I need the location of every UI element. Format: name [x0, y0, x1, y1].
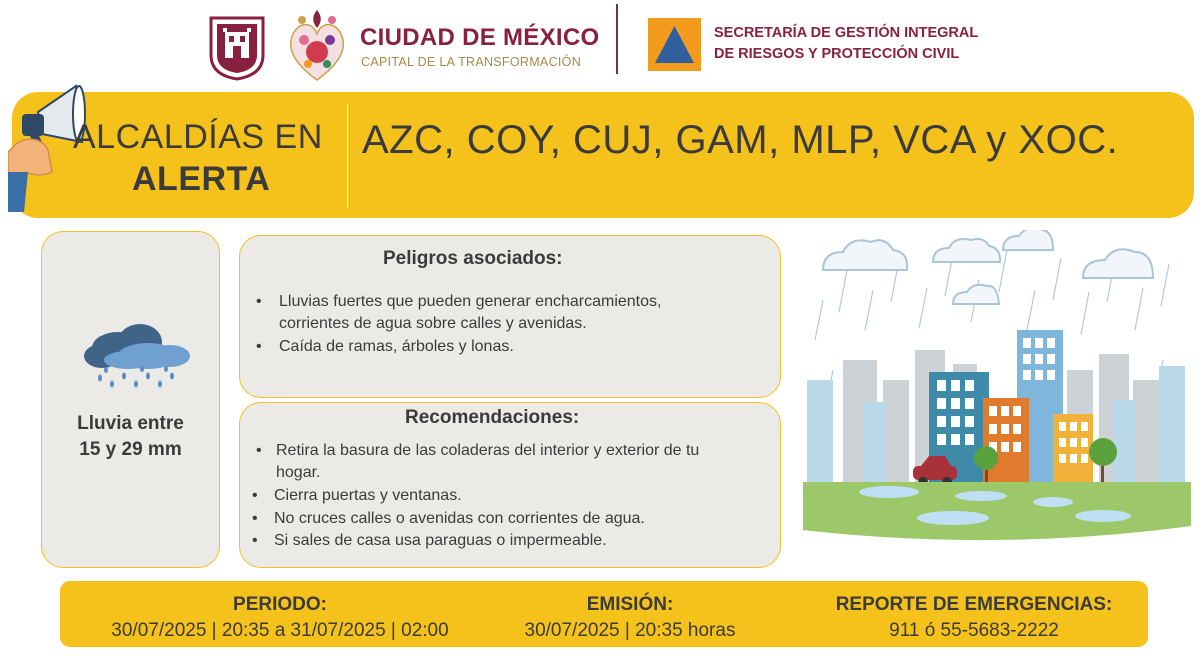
rain-range-line-2: 15 y 29 mm: [79, 439, 182, 460]
header: [0, 0, 1200, 90]
alcaldias-list: AZC, COY, CUJ, GAM, MLP, VCA y XOC.: [362, 118, 1119, 162]
secretariat-line-2: DE RIESGOS Y PROTECCIÓN CIVIL: [714, 46, 960, 62]
recommendations-title: Recomendaciones:: [405, 407, 580, 428]
bullet-icon: •: [256, 338, 262, 355]
bullet-icon: •: [252, 487, 258, 504]
rain-cloud-icon: [78, 322, 194, 392]
recommendation-item-cont: hogar.: [276, 464, 321, 481]
bullet-icon: •: [256, 442, 262, 459]
hazard-item: Caída de ramas, árboles y lonas.: [279, 338, 514, 355]
cdmx-shield-icon: [208, 15, 266, 81]
emission-label: EMISIÓN:: [586, 594, 674, 615]
city-subtitle: CAPITAL DE LA TRANSFORMACIÓN: [361, 55, 582, 69]
city-title: CIUDAD DE MÉXICO: [360, 24, 600, 51]
heart-emblem-icon: [282, 6, 352, 86]
recommendation-item: Retira la basura de las coladeras del interior y exterior de tu: [276, 442, 700, 459]
emission-value: 30/07/2025 | 20:35 horas: [524, 620, 736, 641]
hazards-title: Peligros asociados:: [383, 248, 563, 269]
civil-protection-icon: [648, 18, 701, 71]
hazard-item-cont: corrientes de agua sobre calles y avenidas.: [279, 315, 587, 332]
bullet-icon: •: [252, 510, 258, 527]
rain-range-line-1: Lluvia entre: [77, 413, 184, 434]
alert-label-line-1: ALCALDÍAS EN: [73, 118, 323, 156]
period-value: 30/07/2025 | 20:35 a 31/07/2025 | 02:00: [111, 620, 449, 641]
city-rain-illustration: [803, 230, 1191, 560]
rain-panel: [41, 231, 220, 568]
secretariat-line-1: SECRETARÍA DE GESTIÓN INTEGRAL: [714, 25, 979, 41]
bullet-icon: •: [256, 293, 262, 310]
bullet-icon: •: [252, 532, 258, 549]
alert-label-line-2: ALERTA: [132, 160, 271, 198]
alert-divider: [347, 104, 348, 208]
recommendation-item: Cierra puertas y ventanas.: [274, 487, 462, 504]
report-value: 911 ó 55-5683-2222: [889, 620, 1059, 641]
period-label: PERIODO:: [233, 594, 327, 615]
report-label: REPORTE DE EMERGENCIAS:: [835, 594, 1113, 615]
hazard-item: Lluvias fuertes que pueden generar encharcamientos,: [279, 293, 662, 310]
recommendation-item: Si sales de casa usa paraguas o impermeable.: [274, 532, 607, 549]
recommendation-item: No cruces calles o avenidas con corrientes de agua.: [274, 510, 645, 527]
header-divider: [616, 4, 618, 74]
